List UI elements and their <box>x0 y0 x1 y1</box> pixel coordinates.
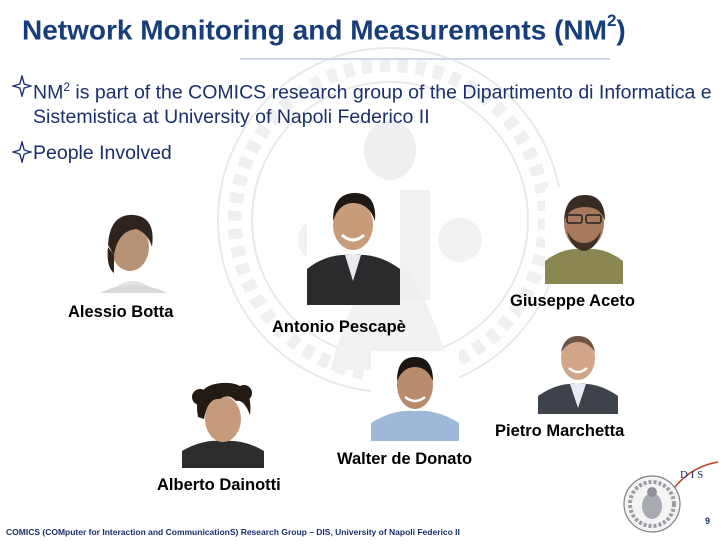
photo-alberto-dainotti <box>182 379 264 468</box>
bullet-people-involved <box>12 141 412 165</box>
footer-text: COMICS (COMputer for Interaction and CommunicationS) Research Group – DIS, University of Napoli Federico II <box>6 527 460 537</box>
page-number: 9 <box>705 516 711 526</box>
bullet-comics-group <box>12 75 712 129</box>
name-alberto-dainotti: Alberto Dainotti <box>157 476 281 494</box>
bullet-star-icon <box>12 75 32 97</box>
slide-title: Network Monitoring and Measurements $(NM^2)$ <box>22 11 626 46</box>
name-alessio-botta: Alessio Botta <box>68 303 174 321</box>
name-antonio-pescape: Antonio Pescapè <box>272 318 406 336</box>
title-underline <box>240 58 610 60</box>
name-pietro-marchetta: Pietro Marchetta <box>495 422 625 440</box>
photo-pietro-marchetta <box>538 328 618 414</box>
bullet-text: $NM^2$ is part of the COMICS research group of the Dipartimento di Informatica e Sistemistica at University of Napoli Federico II <box>33 80 712 128</box>
photo-walter-de-donato <box>371 351 459 441</box>
name-walter-de-donato: Walter de Donato <box>337 450 473 468</box>
bullet-text: People Involved <box>33 142 172 164</box>
photo-giuseppe-aceto <box>545 187 623 284</box>
name-giuseppe-aceto: Giuseppe Aceto <box>510 292 635 310</box>
photo-alessio-botta <box>80 207 182 293</box>
bullet-star-icon <box>12 141 32 163</box>
photo-antonio-pescape <box>307 185 400 305</box>
svg-text:D I S: D I S <box>680 469 704 481</box>
